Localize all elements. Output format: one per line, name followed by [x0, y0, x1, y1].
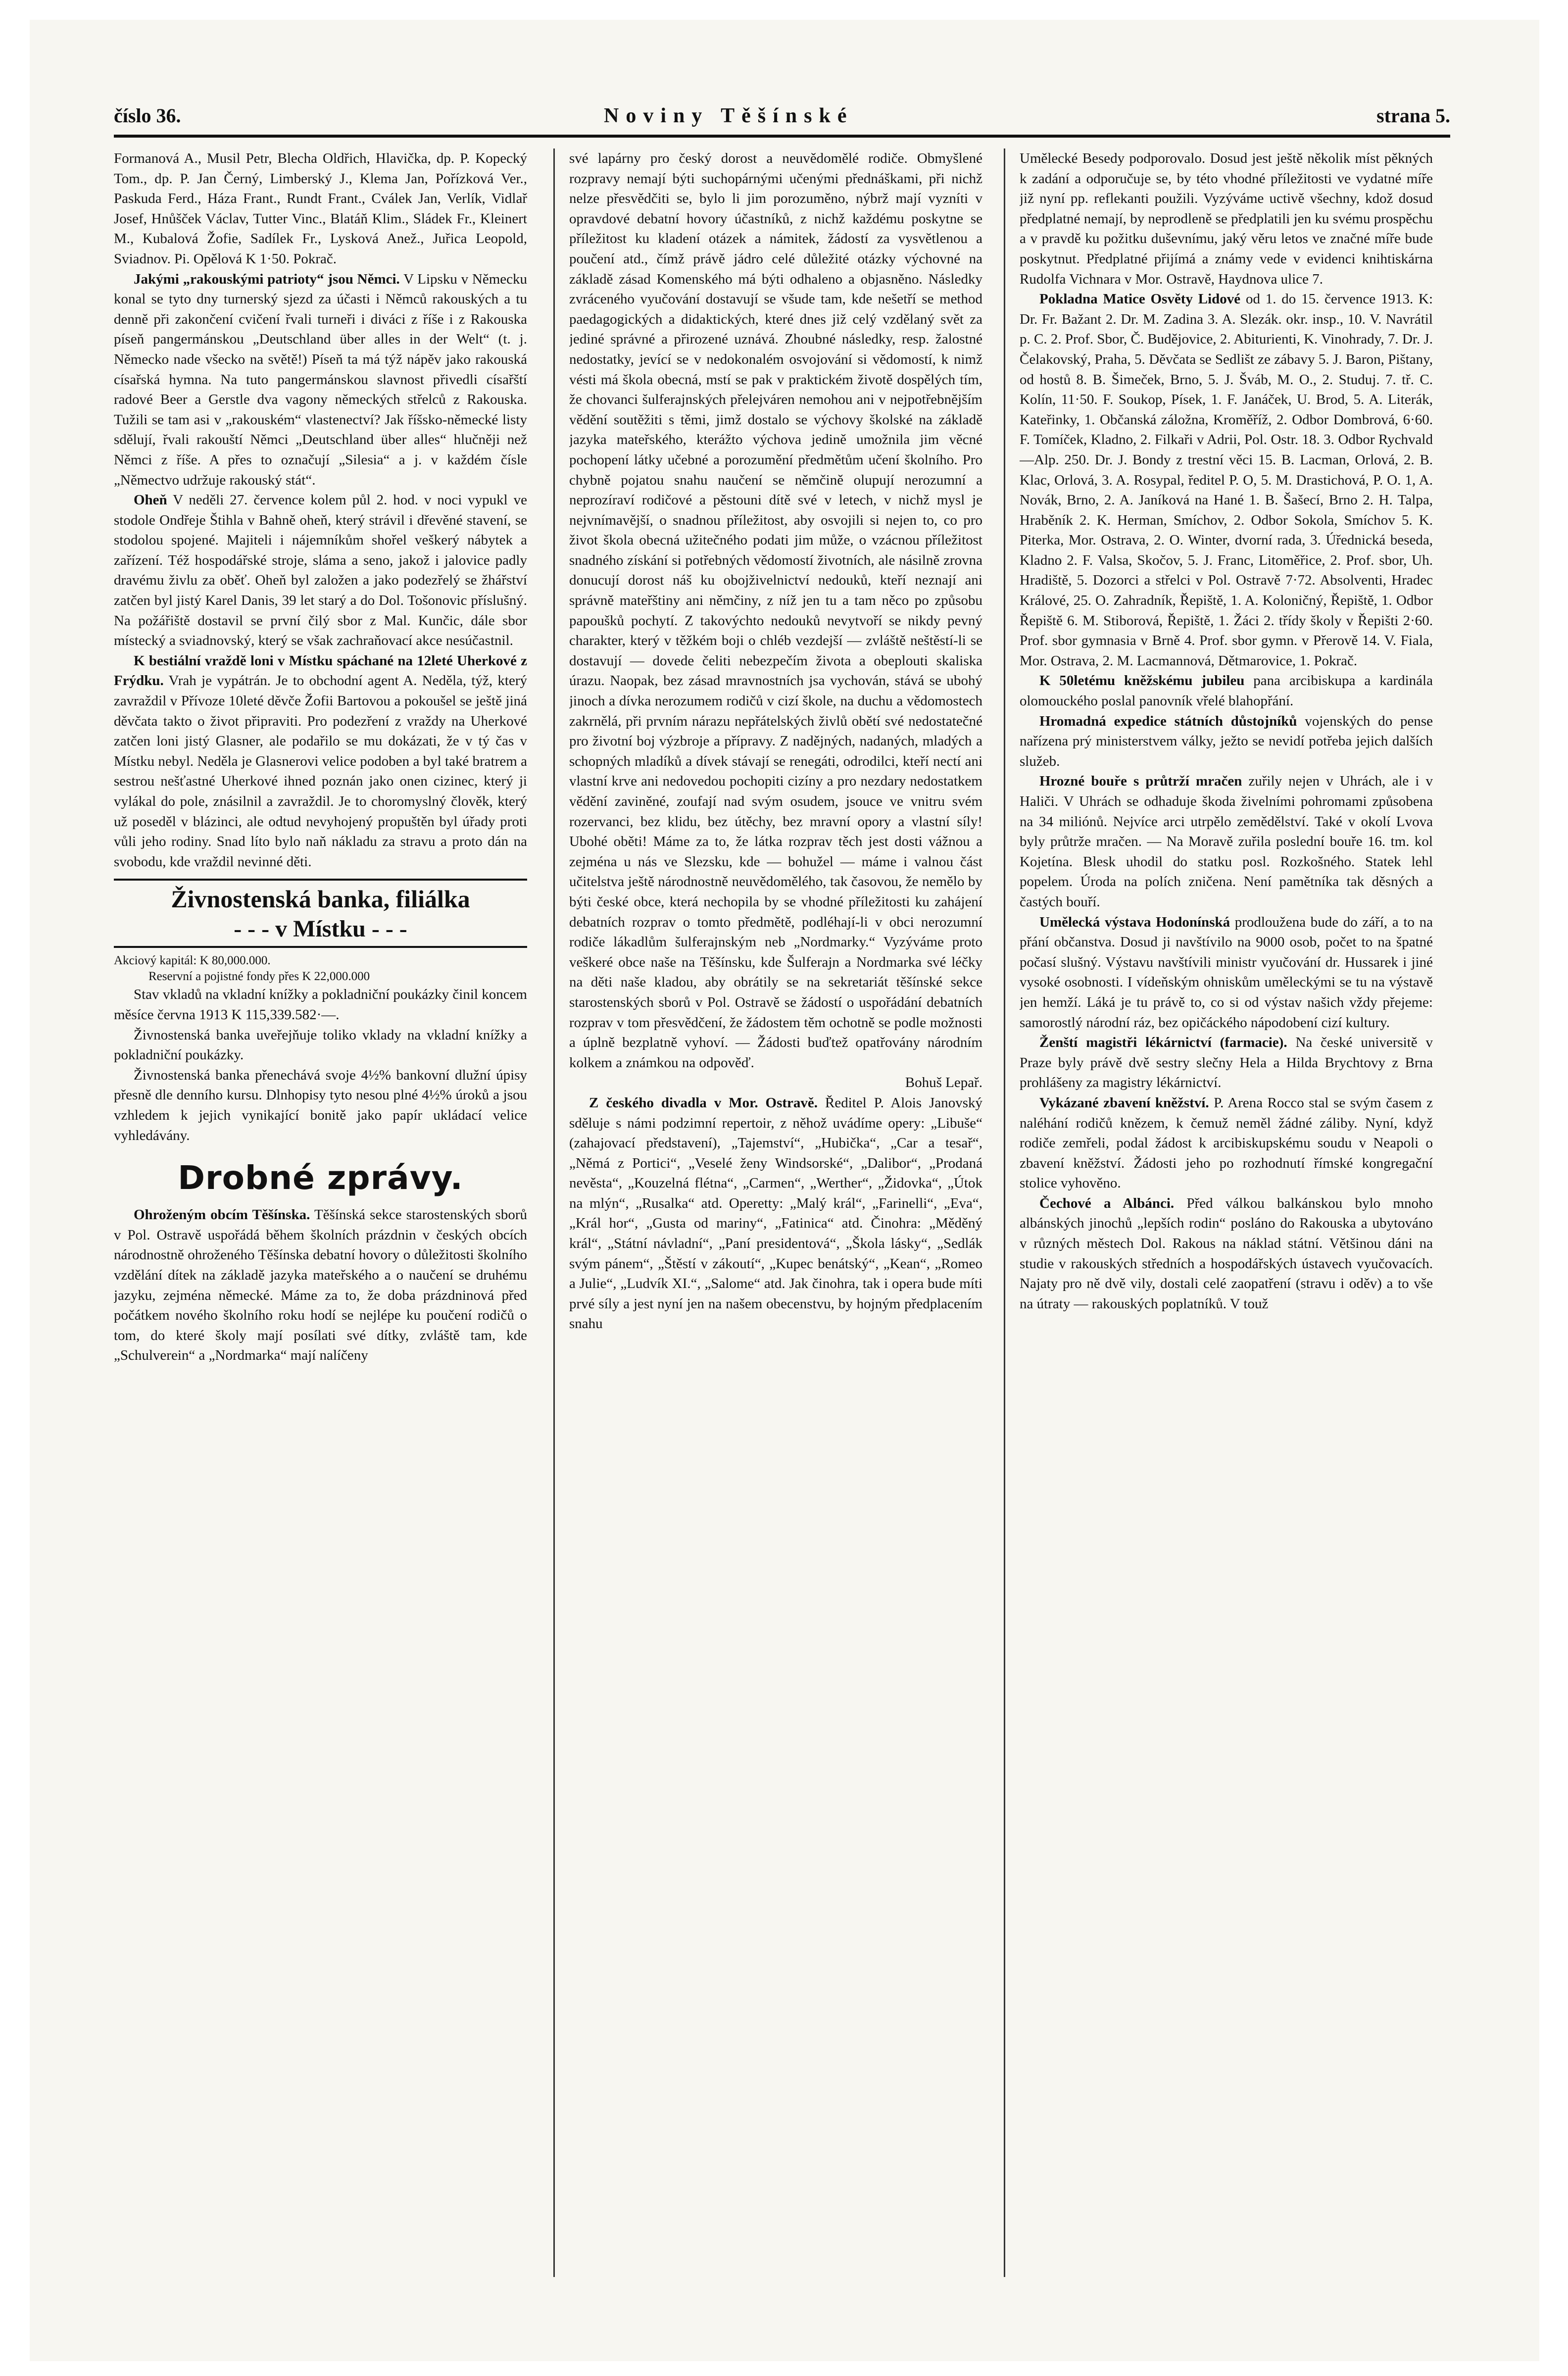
article-body: prodloužena bude do září, a to na přání občanstva. Dosud ji navštívilo na 9000 osob, počet to na špatné počasí slušný. Výstavu navštívili ministr vyučování dr. Hussarek i jiné vysoké osobnosti. I vídeňským ohniskům uměleckými se tu na výstavě jen hemží. Láká je tu právě to, co si od výstav našich vždy přejeme: samorostlý národní ráz, bez opičáckého nápodobení cizí kultury. — [1020, 914, 1433, 1031]
article-heading: K 50letému kněžskému jubileu — [1039, 673, 1245, 689]
article-zbaveni — [1020, 1093, 1433, 1193]
article-heading: Ohroženým obcím Těšínska. — [134, 1207, 310, 1223]
column-divider — [1004, 148, 1005, 2277]
article-heading: Jakými „rakouskými patrioty“ jsou Němci. — [134, 271, 400, 287]
article-continuation: své lapárny pro český dorost a neuvědomělé rodiče. Obmyšlené rozpravy nemají býti suchopárnými učenými přednáškami, při nichž nelze přesvědčiti se, bylo li jim porozuměno, nýbrž mají vyzníti v opravdové debatní hovory účastníků, z nichž každému poskytne se příležitost ku kladení otázek a námitek, žádostí za vysvětlenou a poučení atd., čímž právě jádro celé důležité otázky výchovné na základě zásad Komenského má býti odhaleno a objasněno. Následky zvráceného vyučování dostavují se všude tam, kde nešetří se method paedagogických a didaktických, které dnes již celý vzdělaný svět za jediné správné a přirozené uznává. Zhoubné následky, resp. žalostné nedostatky, jevící se v nedokonalém osvojování si vědomostí, k nimž vésti má škola obecná, mstí se pak v praktickém životě dospělých tím, že chovanci šulferajnských přelejváren nemohou ani v nejpotřebnějším vědění soutěžiti s těmi, jimž dostalo se výchovy školské na základě jazyka mateřského, kterážto výchova jedině umožnila jim věcné pochopení látky učebné a porozumění předmětům učení školního. Pro chybně pojatou snahu naučení se němčině olupují nerozumní a neprozíraví rodičové a pěstouni dítě své v letech, v nichž mysl je nejvnímavější, o snadnou příležitost, aby osvojili si nejen to, co pro život škola obecná užitečného podati jim může, o vzácnou příležitost snadného získání si potřebných vědomostí životních, ale násilně zrovna donucují dorost náš ku obojživelnictví nedouků, kteří neznají ani správně mateřštiny ani němčiny, z níž jen tu a tam něco po způsobu papoušků pochytí. Z takovýchto nedouků nevytvoří se nikdy pevný charakter, který v těžkém boji o chléb vezdejší — zvláště neštěstí-li se dostavují — dovede čeliti nebezpečím života a obeplouti skaliska úrazu. Naopak, bez zásad mravnostních jsa vychován, stává se ubohý jinoch a dívka nerozumem rodičů v cizí škole, na duchu a vědomostech zakrnělá, při prvním nárazu nepřátelských živlů obětí své nedostatečné pro životní boj výzbroje a přípravy. Z nadějných, nadaných, mladých a schopných mladíků a dívek stávají se renegáti, odrodilci, kteří nectí ani vlastní krve ani nedovedou pochopiti cizíny a pro nezdary nedostatkem vědění zaviněné, zoufají nad svým osudem, jsouce ve vnitru svém rozervanci, bez klidu, bez útěchy, bez mravní opory a vlastní síly! Ubohé oběti! Máme za to, že látka rozprav těch jest dosti vážnou a zejména u nás ve Slezsku, kde — bohužel — máme i valnou část učitelstva ještě národnostně neuvědomělého, tak časovou, že nemělo by býti české obce, která nechopila by se vhodné příležitosti ku zahájení debatních rozprav o tomto předmětě, podléhají-li v obci nerozumní rodiče lákadlům šulferajnským neb „Nordmarky.“ Vyzýváme proto veškeré obce naše na Těšínsku, kde Šulferajn a Nordmarka své léčky na děti naše kladou, aby obrátily se na sekretariát těšínské sekce starostenských sborů v Pol. Ostravě se žádostí o uspořádání debatních rozprav v tom přesvědčení, že žádostem těm ochotně se podle možnosti a úplně bezplatně vyhoví. — Žádosti buďtež opatřovány národním kolkem a známkou na odpověď. — [569, 150, 982, 1071]
article-heading: Z českého divadla v Mor. Ostravě. — [589, 1094, 818, 1111]
section-heading-drobne-zpravy: Drobné zprávy. — [178, 1159, 463, 1197]
article-heading: Hrozné bouře s průtrží mračen — [1039, 773, 1242, 790]
article-vystava — [1020, 912, 1433, 1033]
article-body: V neděli 27. července kolem půl 2. hod. v noci vypukl ve stodole Ondřeje Štihla v Bahně oheň, který strávil i dřevěné stavení, se stodolou spojené. Majiteli i nájemníkům shořel veškerý nábytek a zařízení. Též hospodářské stroje, sláma a seno, jakož i jalovice padly dravému živlu za oběť. Oheň byl založen a jako podezřelý se žhářství zatčen byl jistý Karel Danis, 39 let starý a do Dol. Tošonovic příslušný. Na požářiště dostavil se první čilý sbor z Mal. Kunčic, dále sbor místecký a sviadnovský, který se však zachraňovací akce nesúčastnil. — [114, 492, 527, 649]
article-body: od 1. do 15. července 1913. K: Dr. Fr. Bažant 2. Dr. M. Zadina 3. A. Slezák. okr. insp., 10. V. Navrátil p. C. 2. Prof. Sbor, Č. Budějovice, 2. Abiturienti, K. Vinohrady, 7. Dr. J. Čelakovský, Praha, 5. Děvčata se Sedlišt ze zábavy 5. J. Baron, Pištany, od hostů 8. B. Šimeček, Brno, 5. J. Šváb, M. O., 2. Studuj. 7. tř. C. Kolín, 11·50. F. Soukop, Písek, 1. F. Janáček, U. Brod, 5. A. Literák, Kateřinky, 1. Občanská záložna, Kroměříž, 2. Odbor Dombrová, 6·60. F. Tomíček, Kladno, 2. Filkaři v Adrii, Pol. Ostr. 18. 3. Odbor Rychvald—Alp. 250. Dr. J. Bondy z trestní věci 15. B. Lacman, Orlová, 2. B. Klac, Orlová, 3. A. Rosypal, ředitel P. O, 5. M. Drastichová, P. O. 1, A. Novák, Brno, 2. A. Janíková na Hané 1. B. Šašecí, Brno 2. H. Talpa, Hraběník 2. K. Herman, Smíchov, 2. Odbor Sokola, Smíchov 5. K. Piterka, Mor. Ostrava, 2. O. Winter, dvorní rada, 3. Úřednická beseda, Kladno 2. F. Valsa, Skočov, 5. J. Franc, Litoměřice, 2. Prof. sbor, Uh. Hradiště, 5. Dozorci a střelci v Pol. Ostravě 7·72. Absolventi, Hradec Králové, 25. O. Zahradník, Řepiště, 1. A. Koloničný, Řepiště, 1. Odbor Řepiště 6. M. Stiborová, Řepiště, 1. Žáci 2. třídy školy v Řepišti 2·60. Prof. sbor gymnasia v Brně 4. Prof. sbor gymn. v Přerově 14. V. Fiala, Mor. Ostrava, 2. M. Lacmannová, Dětmarovice, 1. Pokrač. — [1020, 291, 1433, 669]
article-heading: Ženští magistři lékárnictví (farmacie). — [1039, 1035, 1287, 1051]
article-body: Ředitel P. Alois Janovský sděluje s námi podzimní repertoir, z něhož uvádíme opery: „Libuše“ (zahajovací představení), „Tajemství“, „Hubička“, „Car a tesař“, „Němá z Portici“, „Veselé ženy Windsorské“, „Dalibor“, „Prodaná nevěsta“, „Kouzelná flétna“, „Carmen“, „Werther“, „Židovka“, „Útok na mlýn“, „Rusalka“ atd. Operetty: „Malý král“, „Farinelli“, „Eva“, „Král hor“, „Gusta od mariny“, „Fatinica“ atd. Činohra: „Měděný král“, „Státní návladní“, „Paní presidentová“, „Škola lásky“, „Sedlák svým pánem“, „Štěstí v zákoutí“, „Kupec benátský“, „Kean“, „Romeo a Julie“, „Ludvík XI.“, „Salome“ atd. Jak činohra, tak i opera bude míti prvé síly a jest nyní jen na našem obecenstvu, by hojným předplacením snahu — [569, 1094, 982, 1332]
article-heading: Čechové a Albánci. — [1039, 1195, 1175, 1211]
bank-ad-rule — [114, 946, 527, 948]
article-heading: Vykázané zbavení kněžství. — [1039, 1094, 1209, 1111]
article-body: Těšínská sekce starostenských sborů v Pol. Ostravě uspořádá během školních prázdnin v českých obcích národnostně ohroženého Těšínska debatní hovory o důležitosti školního vzdělání dítek na základě jazyka mateřského a o naučení se druhému jazyku, zejména německé. Máme za to, že doba prázdninová před počátkem nového školního roku hodí se nejlépe ku poučení rodičů o tom, do které školy mají posílati své dítky, zvláště tam, kde „Schulverein“ a „Nordmarka“ mají nalíčeny — [114, 1207, 527, 1364]
article-expedice — [1020, 711, 1433, 772]
article-body: P. Arena Rocco stal se svým časem z naléhání rodičů knězem, k čemuž neměl žádné záliby. Nyní, když rodiče zemřeli, podal žádost k arcibiskupskému soudu v Neapoli o zbavení kněžství. Žádosti jeho po rozhodnutí římské kongregační stolice vyhověno. — [1020, 1094, 1433, 1191]
article-ohen — [114, 490, 527, 651]
column-3 — [1020, 148, 1433, 2277]
article-body: vojenských do pense nařízena prý ministerstvem války, ježto se nevidí potřeba jejich dalších služeb. — [1020, 713, 1433, 769]
bank-capital: Akciový kapitál: K 80,000.000. — [114, 954, 271, 968]
bank-paragraph: Stav vkladů na vkladní knížky a pokladniční poukázky činil koncem měsíce června 1913 K 115,339.582·—. — [114, 987, 527, 1023]
article-continuation: Umělecké Besedy podporovalo. Dosud jest ještě několik míst pěkných k zadání a odporučuje se, by této vhodné příležitosti ve vydatné míře již nyní pp. reflekanti použili. Vyzýváme uctivě všechny, kdož dosud předplatné nemají, by neprodleně se předplatili jen ku svému prospěchu a v pravdě ku požitku duševnímu, jaký věru letos ve značné míře bude poskytnut. Předplatné přijímá a známy vede v evidenci knihtiskárna Rudolfa Vichnara v Mor. Ostravě, Haydnova ulice 7. — [1020, 150, 1433, 287]
article-body: Na české universitě v Praze byly právě dvě sestry slečny Hela a Hilda Brychtovy z Brna prohlášeny za magistry lékárnictví. — [1020, 1035, 1433, 1091]
article-heading: K bestiální vraždě loni v Místku spáchané na 12leté Uherkové z Frýdku. — [114, 652, 527, 689]
newspaper-title: Noviny Těšínské — [604, 104, 854, 127]
bank-ad-title: Živnostenská banka, filiálka — [114, 879, 527, 914]
article-heading: Oheň — [134, 492, 167, 508]
bank-paragraph: Živnostenská banka přenechává svoje 4½% bankovní dlužní úpisy přesně dle denního kursu. Dlnhopisy tyto nesou plné 4½% úroků a jsou vzhledem k jejich vynikající bonitě jako papír ukládací velice vyhledávány. — [114, 1067, 527, 1143]
column-divider — [553, 148, 555, 2277]
article-cechove — [1020, 1193, 1433, 1314]
article-divadla — [569, 1093, 982, 1334]
bank-ad-subtitle: - - - v Místku - - - — [234, 916, 407, 942]
article-body: zuřily nejen v Uhrách, ale i v Haliči. V Uhrách se odhaduje škoda živelními pohromami způsobena na 34 miliónů. Nejvíce arci utrpělo zemědělství. Také v okolí Lvova byly průtrže mračen. — Na Moravě zuřila poslední bouře 16. tm. kol Kojetína. Blesk uhodil do statku posl. Rozkošného. Statek lehl popelem. Úroda na polích zničena. Není pamětníka tak děsných a častých bouří. — [1020, 773, 1433, 910]
article-body: V Lipsku v Německu konal se tyto dny turnerský sjezd za účasti i Němců rakouských a tu denně při zakončení cvičení řvali turneři i diváci z říše i z Rakouska píseň pangermánskou „Deutschland über alles in der Welt“ (t. j. Německo nade všecko na světě!) Píseň ta má týž nápěv jako rakouská císařská hymna. Na tuto pangermánskou slavnost přivedli císařští radové Beer a Gerstle dva vagony německých střelců z Rakouska. Tužili se tam asi v „rakouském“ vlastenectví? Jak říšsko-německé listy sdělují, řvali rakouští Němci „Deutschland über alles“ hlučněji než Němci z říše. A přes to označují „Silesia“ a j. v každém čísle „Němectvo udržuje rakouský stát“. — [114, 271, 527, 488]
article-jubileum — [1020, 671, 1433, 711]
article-magistri — [1020, 1033, 1433, 1093]
article-body: pana arcibiskupa a kardinála olomouckého poslal panovník vřelé blahopřání. — [1020, 673, 1433, 709]
column-2 — [569, 148, 982, 2277]
article-heading: Hromadná expedice státních důstojníků — [1039, 713, 1297, 729]
article-ohrozenym — [114, 1205, 527, 1366]
donor-list: Formanová A., Musil Petr, Blecha Oldřich, Hlavička, dp. P. Kopecký Tom., dp. P. Jan Černý, Limberský J., Klema Jan, Pořízková Ver., Paskuda Ferd., Háza Frant., Rundt Frant., Cválek Jan, Verlík, Vidlař Josef, Hnůšček Václav, Tutter Vinc., Blatáň Klim., Sládek Fr., Kleinert M., Kubalová Žofie, Sadílek Fr., Lysková Anež., Juřica Leopold, Sviadnov. Pi. Opělová K 1·50. Pokrač. — [114, 150, 527, 267]
article-body: Před válkou balkánskou bylo mnoho albánských jinochů „lepších rodin“ posláno do Rakouska a ubytováno v různých městech Dol. Rakous na náklad státní. Většinou dáni na studie v rakouských středních a hospodářských ústavech vyučovacích. Najaty pro ně dvě vily, dostali celé zaopatření (stravu i oděv) a to vše na útraty — rakouských poplatníků. V touž — [1020, 1195, 1433, 1312]
article-heading: Pokladna Matice Osvěty Lidové — [1039, 291, 1241, 307]
issue-number: číslo 36. — [114, 104, 181, 127]
article-patrioty — [114, 269, 527, 491]
article-matice — [1020, 289, 1433, 671]
article-boure — [1020, 771, 1433, 912]
page-header — [114, 104, 1450, 134]
page-number: strana 5. — [1376, 104, 1450, 127]
article-heading: Umělecká výstava Hodonínská — [1039, 914, 1230, 930]
article-signature: Bohuš Lepař. — [905, 1075, 982, 1091]
header-rule — [114, 135, 1450, 138]
article-bestialni — [114, 651, 527, 872]
bank-reserve: Reservní a pojistné fondy přes K 22,000.000 — [148, 970, 370, 984]
article-body: Vrah je vypátrán. Je to obchodní agent A. Neděla, týž, který zavraždil v Přívoze 10leté děvče Žofii Bartovou a pokoušel se ještě jiná děvčata takto o život připraviti. Pro podezření z vraždy na Uherkové zatčen loni jistý Glasner, ale podařilo se mu dokázati, že v tý čas v Místku nebyl. Neděla je Glasnerovi velice podoben a byl také bratrem a sestrou nešťastné Uherkové ihned poznán jako onen cizinec, který ji vylákal do pole, znásilnil a zavraždil. Je to choromyslný člověk, který už poseděl v blázinci, ale odtud nevyhojený propuštěn byl úřady proti vůli jeho rodiny. Snad líto bylo naň nákladu za stravu a proto dán na svobodu, kde vraždil nevinné děti. — [114, 673, 527, 870]
bank-paragraph: Živnostenská banka uveřejňuje toliko vklady na vkladní knížky a pokladniční poukázky. — [114, 1027, 527, 1063]
column-1 — [114, 148, 527, 2277]
